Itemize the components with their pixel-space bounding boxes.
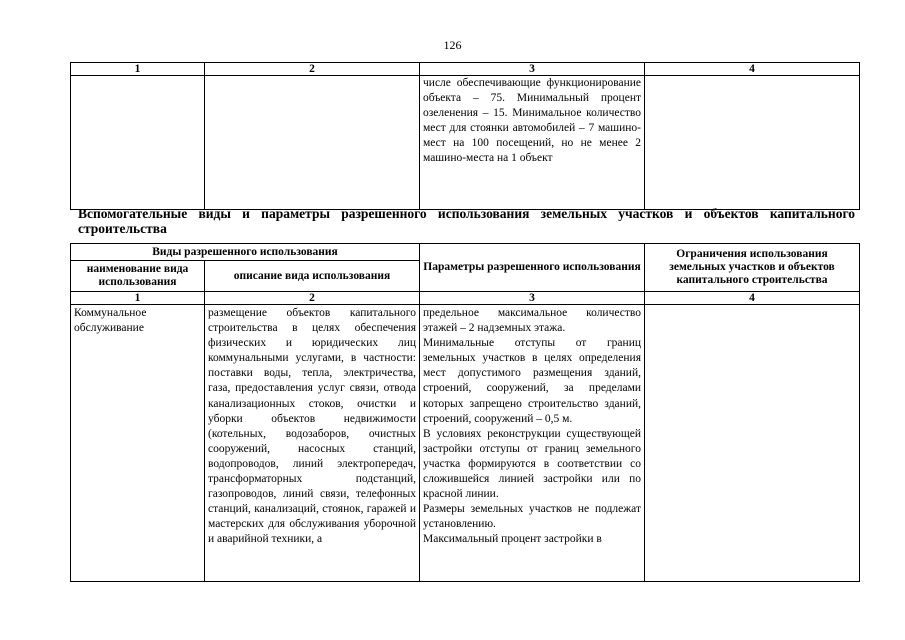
cell-name — [71, 76, 205, 210]
column-number: 2 — [205, 63, 420, 76]
parameter-paragraph: Размеры земельных участков не подлежат установлению. — [423, 503, 641, 531]
parameter-paragraph: предельное максимальное количество этажей – 2 надземных этажа. — [423, 307, 641, 335]
cell-parameters: числе обеспечивающие функционирование объекта – 75. Минимальный процент озеленения – 15. Минимальное количество мест для стоянки автомобилей – 7 машино-мест на 100 посещений, но не менее 2 машино-места на 1 объект — [420, 76, 645, 210]
use-restrictions — [648, 306, 856, 581]
parameter-paragraph: Минимальные отступы от границ земельных участков в целях определения мест допустимого размещения зданий, строений, сооружений, за пределами которых запрещено строительство зданий, строений, сооружений – 0,5 м. — [423, 337, 641, 425]
column-number: 3 — [420, 292, 645, 305]
header-kinds-group: Виды разрешенного использования — [71, 244, 420, 261]
cell-restrictions — [645, 305, 860, 582]
cell-description — [205, 76, 420, 210]
use-name: Коммунальное обслуживание — [74, 307, 147, 335]
column-number: 4 — [645, 63, 860, 76]
column-number-row — [71, 292, 860, 305]
cell-description — [205, 305, 420, 582]
column-number: 1 — [71, 292, 205, 305]
cell-parameters — [420, 305, 645, 582]
header-row — [71, 244, 860, 261]
column-number: 2 — [205, 292, 420, 305]
use-parameters — [423, 306, 641, 581]
column-number: 3 — [420, 63, 645, 76]
column-number-row — [71, 63, 860, 76]
permitted-use-table — [70, 243, 860, 582]
use-description: размещение объектов капитального строительства в целях обеспечения физических и юридических лиц коммунальными услугами, в частности: поставки воды, тепла, электричества, газа, предоставления услуг связи, отвода канализационных стоков, очистки и уборки объектов недвижимости (котельных, водозаборов, очистных сооружений, насосных станций, водопроводов, линий электропередач, трансформаторных подстанций, газопроводов, линий связи, телефонных станций, канализаций, стоянок, гаражей и мастерских для обслуживания уборочной и аварийной техники, а — [208, 307, 416, 546]
parameter-paragraph: Максимальный процент застройки в — [423, 533, 602, 546]
page-number: 126 — [443, 38, 462, 52]
cell-name — [71, 305, 205, 582]
header-parameters: Параметры разрешенного использования — [420, 244, 645, 292]
header-kind-name: наименование вида использования — [71, 261, 205, 292]
header-restrictions: Ограничения использования земельных участков и объектов капитального строительства — [645, 244, 860, 292]
header-kind-description: описание вида использования — [205, 261, 420, 292]
table-row — [71, 76, 860, 210]
table-row — [71, 305, 860, 582]
column-number: 4 — [645, 292, 860, 305]
continued-table — [70, 62, 860, 210]
parameter-paragraph: В условиях реконструкции существующей застройки отступы от границ земельного участка формируются в соответствии со сложившейся линией застройки или по красной линии. — [423, 427, 641, 501]
column-number: 1 — [71, 63, 205, 76]
cell-restrictions — [645, 76, 860, 210]
section-heading: Вспомогательные виды и параметры разрешенного использования земельных участков и объектов капитального строительства — [78, 206, 855, 236]
